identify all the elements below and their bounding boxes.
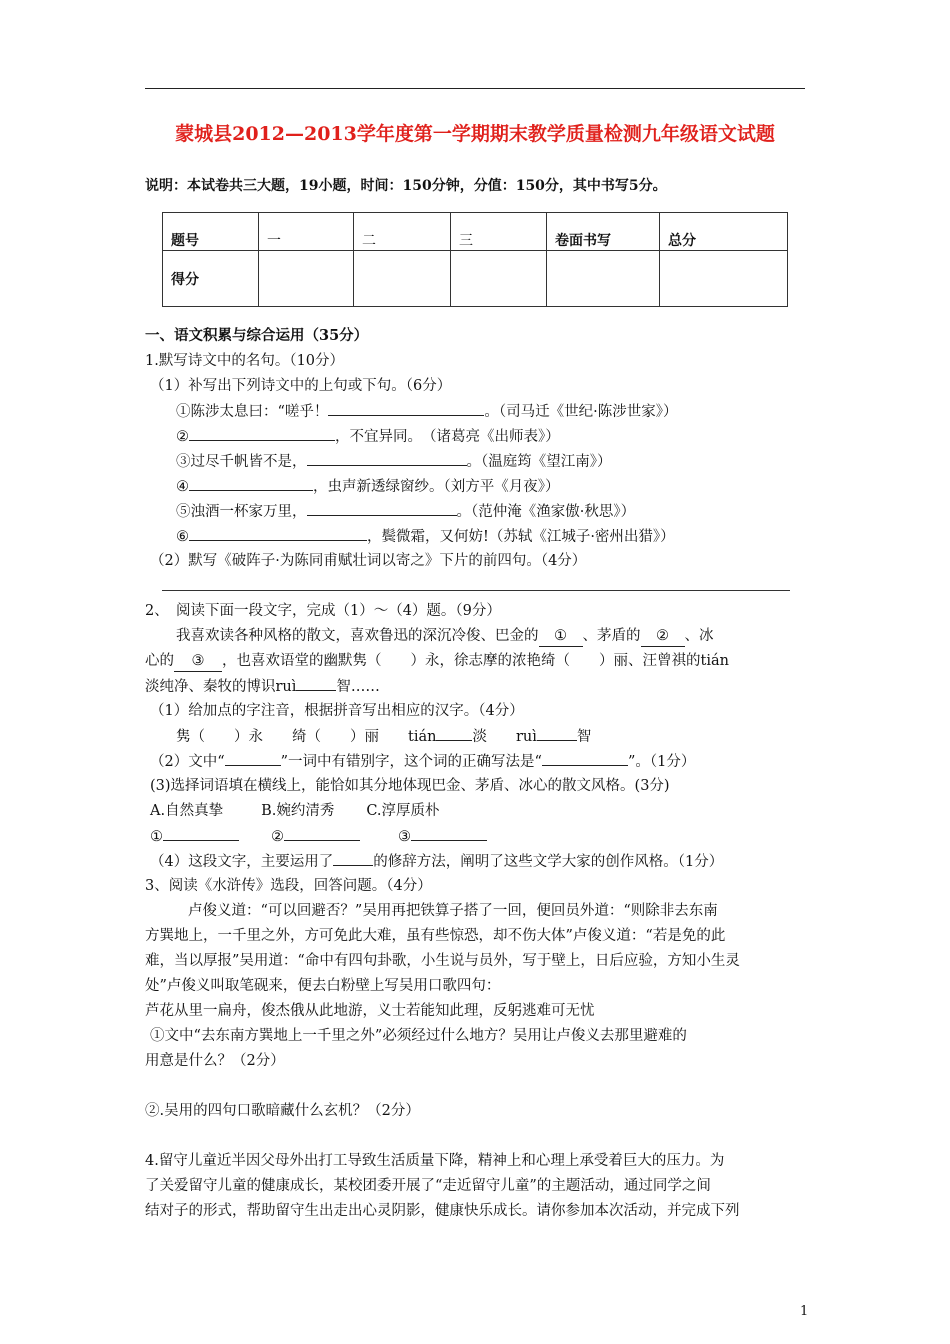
answer-blank[interactable] — [163, 826, 239, 841]
score-cell[interactable] — [259, 251, 354, 307]
question-text: （4）这段文字，主要运用了 — [150, 854, 334, 870]
q1-line-3 — [176, 451, 612, 472]
q3-question-a-cont: 用意是什么？（2分） — [145, 1053, 285, 1069]
q1-title: 1.默写诗文中的名句。（10分） — [145, 353, 345, 369]
answer-blank[interactable] — [328, 401, 484, 416]
line-prefix: ①陈涉太息曰：“嗟乎！ — [176, 404, 329, 420]
q4-text: 4.留守儿童近半因父母外出打工导致生活质量下降，精神上和心理上承受着巨大的压力。为 — [145, 1153, 725, 1169]
para-text: 、冰 — [684, 628, 714, 644]
line-prefix: ⑤浊酒一杯家万里， — [176, 504, 307, 520]
option-c: C.淳厚质朴 — [366, 803, 440, 819]
q3-passage: 方巽地上，一千里之外，方可免此大难，虽有些惊恐，却不伤大体”卢俊义道：“若是免的此 — [145, 928, 726, 944]
score-table-score-row — [163, 251, 788, 307]
pinyin-items: 淡 ruì — [472, 729, 537, 745]
score-table-header: 三 — [451, 213, 547, 251]
answer-blank[interactable] — [189, 426, 335, 441]
q3-passage: 处”卢俊义叫取笔砚来，便去白粉壁上写吴用口歌四句： — [145, 978, 501, 994]
score-table-header: 总分 — [660, 213, 788, 251]
q2-sub1-items — [176, 726, 591, 747]
answer-blank[interactable] — [411, 826, 487, 841]
score-table — [162, 212, 788, 307]
q1-line-2 — [176, 426, 560, 447]
line-suffix: ，不宜异同。 （诸葛亮《出师表》） — [335, 429, 560, 445]
score-cell[interactable] — [451, 251, 547, 307]
option-a: A.自然真挚 — [150, 803, 224, 819]
option-b: B.婉约清秀 — [261, 803, 335, 819]
score-cell[interactable] — [547, 251, 660, 307]
score-table-header: 一 — [259, 213, 354, 251]
q2-sub4 — [150, 851, 723, 872]
exam-title: 蒙城县2012—2013学年度第一学期期末教学质量检测九年级语文试题 — [175, 123, 775, 145]
line-prefix: ③过尽千帆皆不是， — [176, 454, 307, 470]
line-suffix: ，虫声新透绿窗纱。（刘方平《月夜》） — [313, 479, 560, 495]
blank-label: ① — [150, 829, 163, 845]
answer-blank[interactable] — [284, 826, 360, 841]
line-prefix: ④ — [176, 479, 189, 495]
q3-passage: 难，当以厚报”吴用道：“命中有四句卦歌，小生说与员外，写于壁上，日后应验，方知小生灵 — [145, 953, 740, 969]
q3-question-a: ①文中“去东南方巽地上一千里之外”必须经过什么地方？吴用让卢俊义去那里避难的 — [150, 1028, 687, 1044]
q4-text: 了关爱留守儿童的健康成长，某校团委开展了“走近留守儿童”的主题活动，通过同学之间 — [145, 1178, 711, 1194]
q3-poem: 芦花从里一扁舟，俊杰俄从此地游，义士若能知此理，反躬逃难可无忧 — [145, 1003, 595, 1019]
q2-title: 2、 阅读下面一段文字，完成（1）～（4）题。（9分） — [145, 603, 501, 619]
q3-passage: 卢俊义道：“可以回避否？”吴用再把铁算子搭了一回，便回员外道：“则除非去东南 — [188, 903, 718, 919]
line-prefix: ② — [176, 429, 189, 445]
page-number: 1 — [800, 1304, 809, 1319]
answer-blank[interactable] — [307, 451, 467, 466]
q1-line-1 — [176, 401, 678, 422]
q2-para-line-2 — [145, 651, 729, 672]
line-suffix: ，鬓微霜，又何妨!（苏轼《江城子·密州出猎》） — [367, 529, 675, 545]
answer-blank[interactable]: ① — [539, 626, 583, 647]
q1-line-5 — [176, 501, 635, 522]
question-text: ”一词中有错别字，这个词的正确写法是“ — [280, 754, 542, 770]
answer-blank[interactable] — [333, 851, 373, 866]
line-suffix: 。（温庭筠《望江南》） — [466, 454, 612, 470]
line-suffix: 。（司马迁《世纪·陈涉世家》） — [484, 404, 678, 420]
para-text: 淡纯净、秦牧的博识ruì — [145, 679, 297, 695]
answer-blank[interactable]: ② — [641, 626, 685, 647]
score-cell[interactable] — [354, 251, 451, 307]
q2-para-line-1 — [176, 626, 714, 647]
question-text: （2）文中“ — [150, 754, 225, 770]
answer-blank[interactable] — [542, 751, 628, 766]
q2-sub3: (3)选择词语填在横线上，能恰如其分地体现巴金、茅盾、冰心的散文风格。(3分) — [150, 778, 670, 794]
answer-blank[interactable] — [189, 526, 367, 541]
para-text: ，也喜欢语堂的幽默隽（ ）永，徐志摩的浓艳绮（ ）丽、汪曾祺的tián — [222, 653, 729, 669]
answer-blank[interactable] — [537, 726, 577, 741]
score-table-header: 卷面书写 — [547, 213, 660, 251]
answer-blank[interactable] — [436, 726, 472, 741]
score-cell[interactable] — [660, 251, 788, 307]
q3-question-b: ②.吴用的四句口歌暗藏什么玄机？（2分） — [145, 1103, 420, 1119]
line-suffix: 。（范仲淹《渔家傲·秋思》） — [456, 504, 636, 520]
q2-para-line-3 — [145, 676, 380, 697]
answer-line[interactable] — [162, 590, 790, 591]
answer-blank[interactable] — [307, 501, 457, 516]
q2-options — [150, 801, 440, 821]
section-heading: 一、语文积累与综合运用（35分） — [145, 327, 369, 344]
para-text: 、茅盾的 — [582, 628, 641, 644]
q1-line-6 — [176, 526, 675, 547]
score-table-header-row — [163, 213, 788, 251]
q1-sub1: （1）补写出下列诗文中的上句或下句。（6分） — [150, 378, 452, 394]
q3-title: 3、阅读《水浒传》选段，回答问题。（4分） — [145, 878, 432, 894]
answer-blank[interactable]: ③ — [174, 651, 222, 672]
score-table-header: 二 — [354, 213, 451, 251]
q2-sub2 — [150, 751, 695, 772]
question-text: ”。（1分） — [627, 754, 696, 770]
answer-blank[interactable] — [189, 476, 313, 491]
header-rule — [145, 88, 805, 89]
q4-text: 结对子的形式，帮助留守生出走出心灵阴影，健康快乐成长。请你参加本次活动，并完成下列 — [145, 1203, 740, 1219]
q1-sub2: （2）默写《破阵子·为陈同甫赋壮词以寄之》下片的前四句。（4分） — [150, 553, 587, 569]
para-text: 心的 — [145, 653, 174, 669]
blank-label: ② — [271, 829, 284, 845]
answer-blank[interactable] — [225, 751, 281, 766]
answer-blank[interactable] — [296, 676, 336, 691]
q1-line-4 — [176, 476, 560, 497]
q2-sub1: （1）给加点的字注音，根据拼音写出相应的汉字。（4分） — [150, 703, 524, 719]
line-prefix: ⑥ — [176, 529, 189, 545]
score-table-header: 题号 — [163, 213, 259, 251]
pinyin-items: 智 — [576, 729, 592, 745]
score-row-label: 得分 — [163, 251, 259, 307]
pinyin-items: 隽（ ）永 绮（ ）丽 tián — [176, 729, 437, 745]
blank-label: ③ — [398, 829, 411, 845]
exam-instructions: 说明：本试卷共三大题，19小题，时间：150分钟，分值：150分，其中书写5分。 — [145, 178, 667, 194]
para-text: 我喜欢读各种风格的散文，喜欢鲁迅的深沉冷俊、巴金的 — [176, 628, 539, 644]
question-text: 的修辞方法，阐明了这些文学大家的创作风格。（1分） — [373, 854, 724, 870]
para-text: 智…… — [336, 679, 380, 695]
q2-option-blanks — [150, 826, 487, 847]
